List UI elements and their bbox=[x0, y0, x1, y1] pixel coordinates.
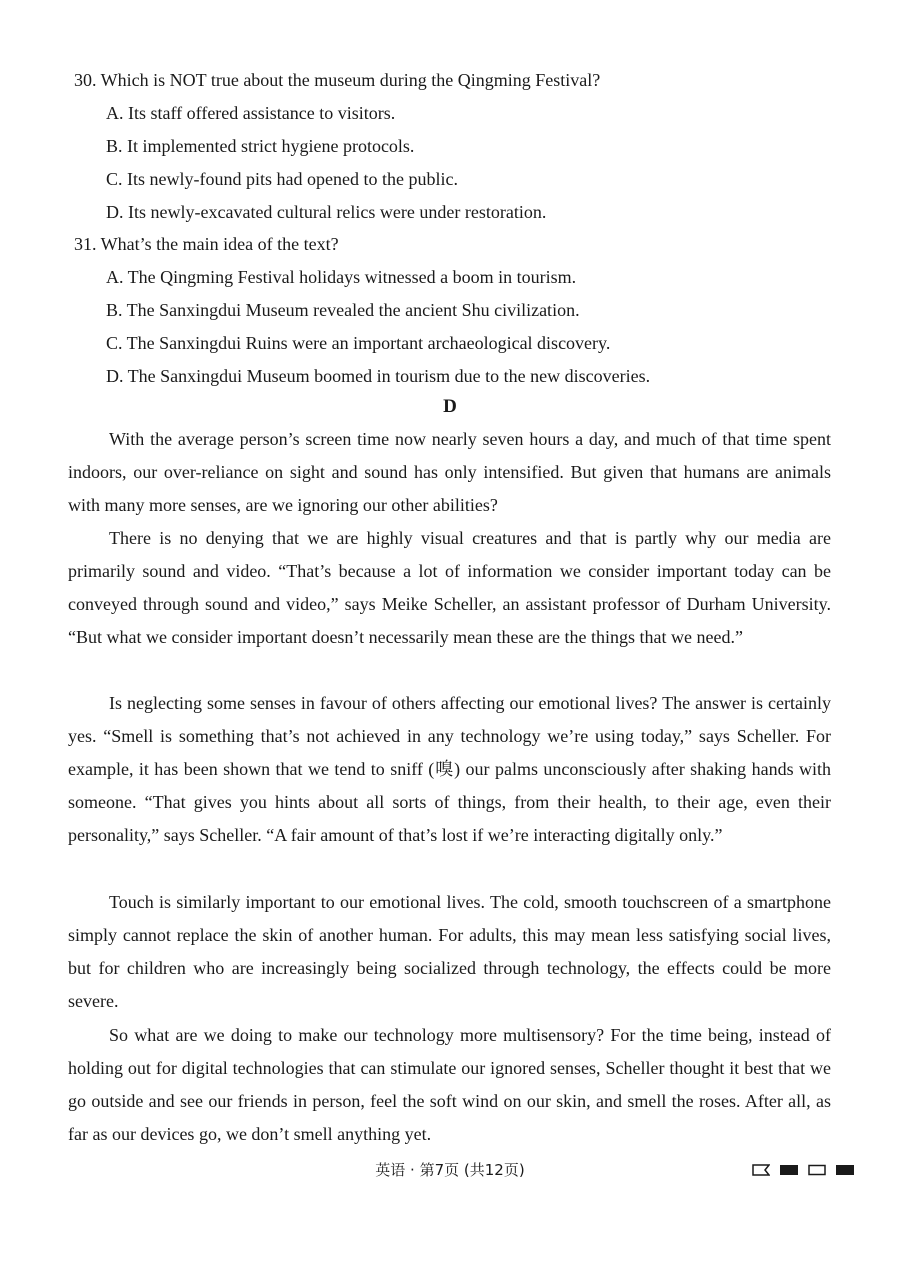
question-31-option-c: C. The Sanxingdui Ruins were an important archaeological discovery. bbox=[106, 333, 611, 353]
outline-rectangle-mark-icon bbox=[808, 1164, 826, 1176]
question-31-stem: 31. What’s the main idea of the text? bbox=[74, 234, 339, 254]
passage-paragraph-2: There is no denying that we are highly visual creatures and that is partly why our media are primarily sound and video. “That’s because a lot of information we consider important today can be conveyed through sound and video,” says Meike Scheller, an assistant professor of Durham University. “But what we consider important doesn’t necessarily mean these are the things that we need.” bbox=[68, 528, 831, 647]
filled-rectangle-mark-icon bbox=[836, 1164, 854, 1176]
question-31-option-b: B. The Sanxingdui Museum revealed the ancient Shu civilization. bbox=[106, 300, 580, 320]
passage-paragraph-1: With the average person’s screen time now nearly seven hours a day, and much of that time spent indoors, our over-reliance on sight and sound has only intensified. But given that humans are animals with many more senses, are we ignoring our other abilities? bbox=[68, 429, 831, 515]
page-number-label: 英语 · 第7页 (共12页) bbox=[375, 1161, 525, 1179]
question-30-option-d: D. Its newly-excavated cultural relics were under restoration. bbox=[106, 202, 547, 222]
question-31-option-d: D. The Sanxingdui Museum boomed in tourism due to the new discoveries. bbox=[106, 366, 651, 386]
filled-rectangle-mark-icon bbox=[780, 1164, 798, 1176]
passage-paragraph-5: So what are we doing to make our technology more multisensory? For the time being, instead of holding out for digital technologies that can stimulate our ignored senses, Scheller thought it best that we go outside and see our friends in person, feel the soft wind on our skin, and smell the roses. After all, as far as our devices go, we don’t smell anything yet. bbox=[68, 1025, 831, 1144]
footer-registration-marks bbox=[752, 1163, 854, 1177]
passage-paragraph-3: Is neglecting some senses in favour of others affecting our emotional lives? The answer is certainly yes. “Smell is something that’s not achieved in any technology we’re using today,” says Scheller. For example, it has been shown that we tend to sniff (嗅) our palms unconsciously after shaking hands with someone. “That gives you hints about all sorts of things, from their health, to their age, even their personality,” says Scheller. “A fair amount of that’s lost if we’re interacting digitally only.” bbox=[68, 693, 831, 845]
question-30-option-c: C. Its newly-found pits had opened to the public. bbox=[106, 169, 458, 189]
passage-paragraph-4: Touch is similarly important to our emotional lives. The cold, smooth touchscreen of a smartphone simply cannot replace the skin of another human. For adults, this may mean less satisfying social lives, but for children who are increasingly being socialized through technology, the effects could be more severe. bbox=[68, 892, 831, 1011]
section-heading: D bbox=[443, 396, 457, 417]
question-30-option-a: A. Its staff offered assistance to visitors. bbox=[106, 103, 396, 123]
flag-outline-mark-icon bbox=[752, 1164, 770, 1176]
question-31-option-a: A. The Qingming Festival holidays witnessed a boom in tourism. bbox=[106, 267, 577, 287]
question-30-stem: 30. Which is NOT true about the museum during the Qingming Festival? bbox=[74, 70, 601, 90]
question-30-option-b: B. It implemented strict hygiene protocols. bbox=[106, 136, 415, 156]
